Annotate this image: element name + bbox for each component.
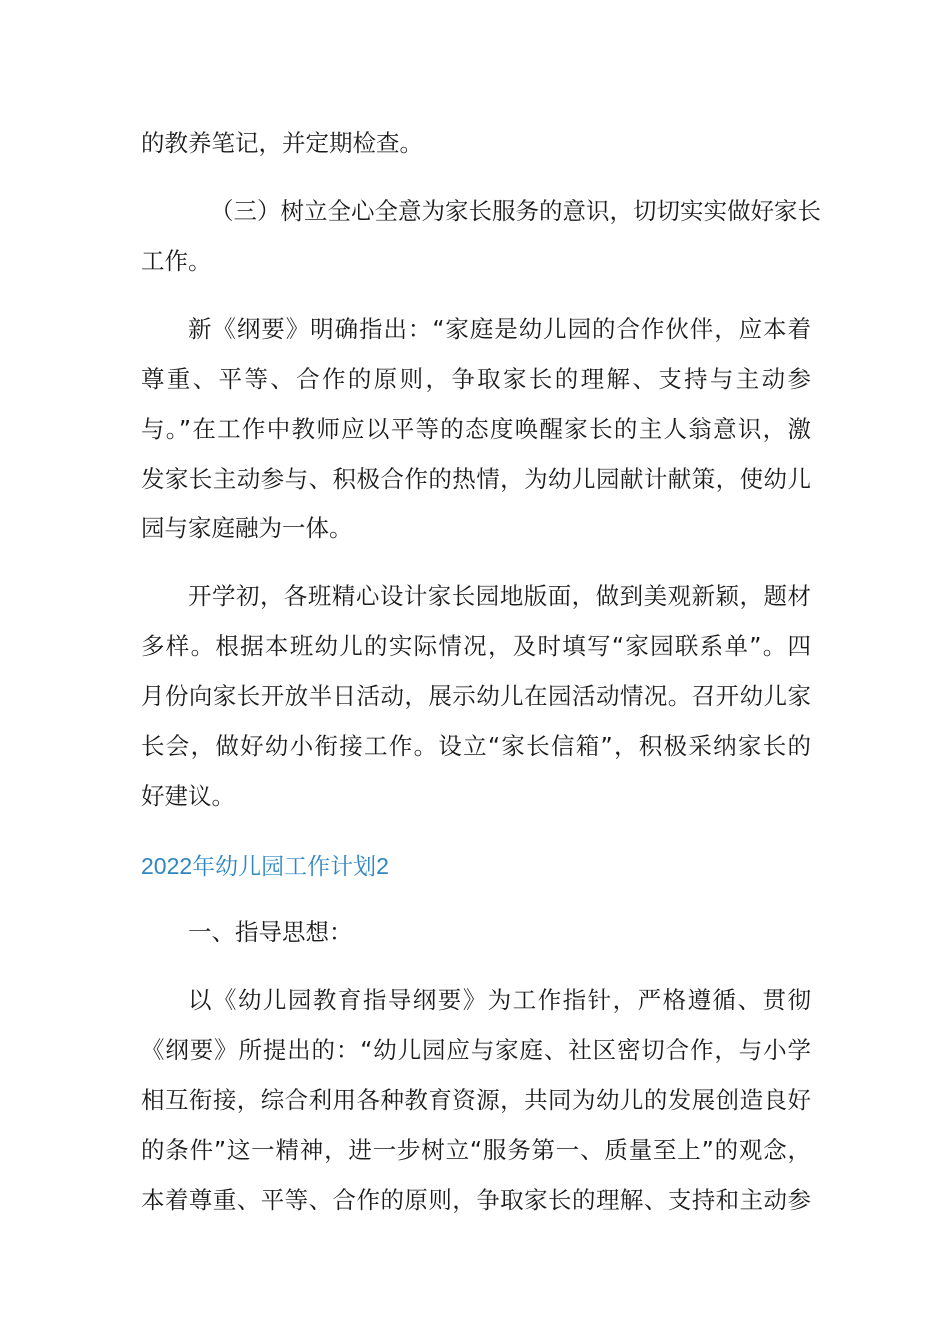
text-line: 尊重、平等、合作的原则，争取家长的理解、支持与主动参 [141,365,811,393]
text-line: 发家长主动参与、积极合作的热情，为幼儿园献计献策，使幼儿 [141,465,811,493]
text-line: 多样。根据本班幼儿的实际情况，及时填写“家园联系单”。四 [141,632,811,660]
text-line: 好建议。 [141,782,235,810]
text-line: 本着尊重、平等、合作的原则，争取家长的理解、支持和主动参 [141,1186,811,1214]
subheading-line: 一、指导思想： [188,918,353,946]
text-line: 以《幼儿园教育指导纲要》为工作指针，严格遵循、贯彻 [188,986,811,1014]
text-line: 相互衔接，综合利用各种教育资源，共同为幼儿的发展创造良好 [141,1086,811,1114]
text-line: 《纲要》所提出的：“幼儿园应与家庭、社区密切合作，与小学 [141,1036,811,1064]
text-line: 的条件”这一精神，进一步树立“服务第一、质量至上”的观念， [141,1136,811,1164]
section-heading-line: （三）树立全心全意为家长服务的意识，切切实实做好家长 [210,197,821,225]
section-title: 2022年幼儿园工作计划2 [141,853,389,879]
text-line: 的教养笔记，并定期检查。 [141,129,423,157]
text-line: 工作。 [141,247,212,275]
text-line: 月份向家长开放半日活动，展示幼儿在园活动情况。召开幼儿家 [141,682,811,710]
text-line: 与。”在工作中教师应以平等的态度唤醒家长的主人翁意识，激 [141,415,811,443]
text-line: 园与家庭融为一体。 [141,514,353,542]
text-line: 长会，做好幼小衔接工作。设立“家长信箱”，积极采纳家长的 [141,732,811,760]
text-line: 开学初，各班精心设计家长园地版面，做到美观新颖，题材 [188,582,811,610]
text-line: 新《纲要》明确指出：“家庭是幼儿园的合作伙伴，应本着 [188,315,811,343]
